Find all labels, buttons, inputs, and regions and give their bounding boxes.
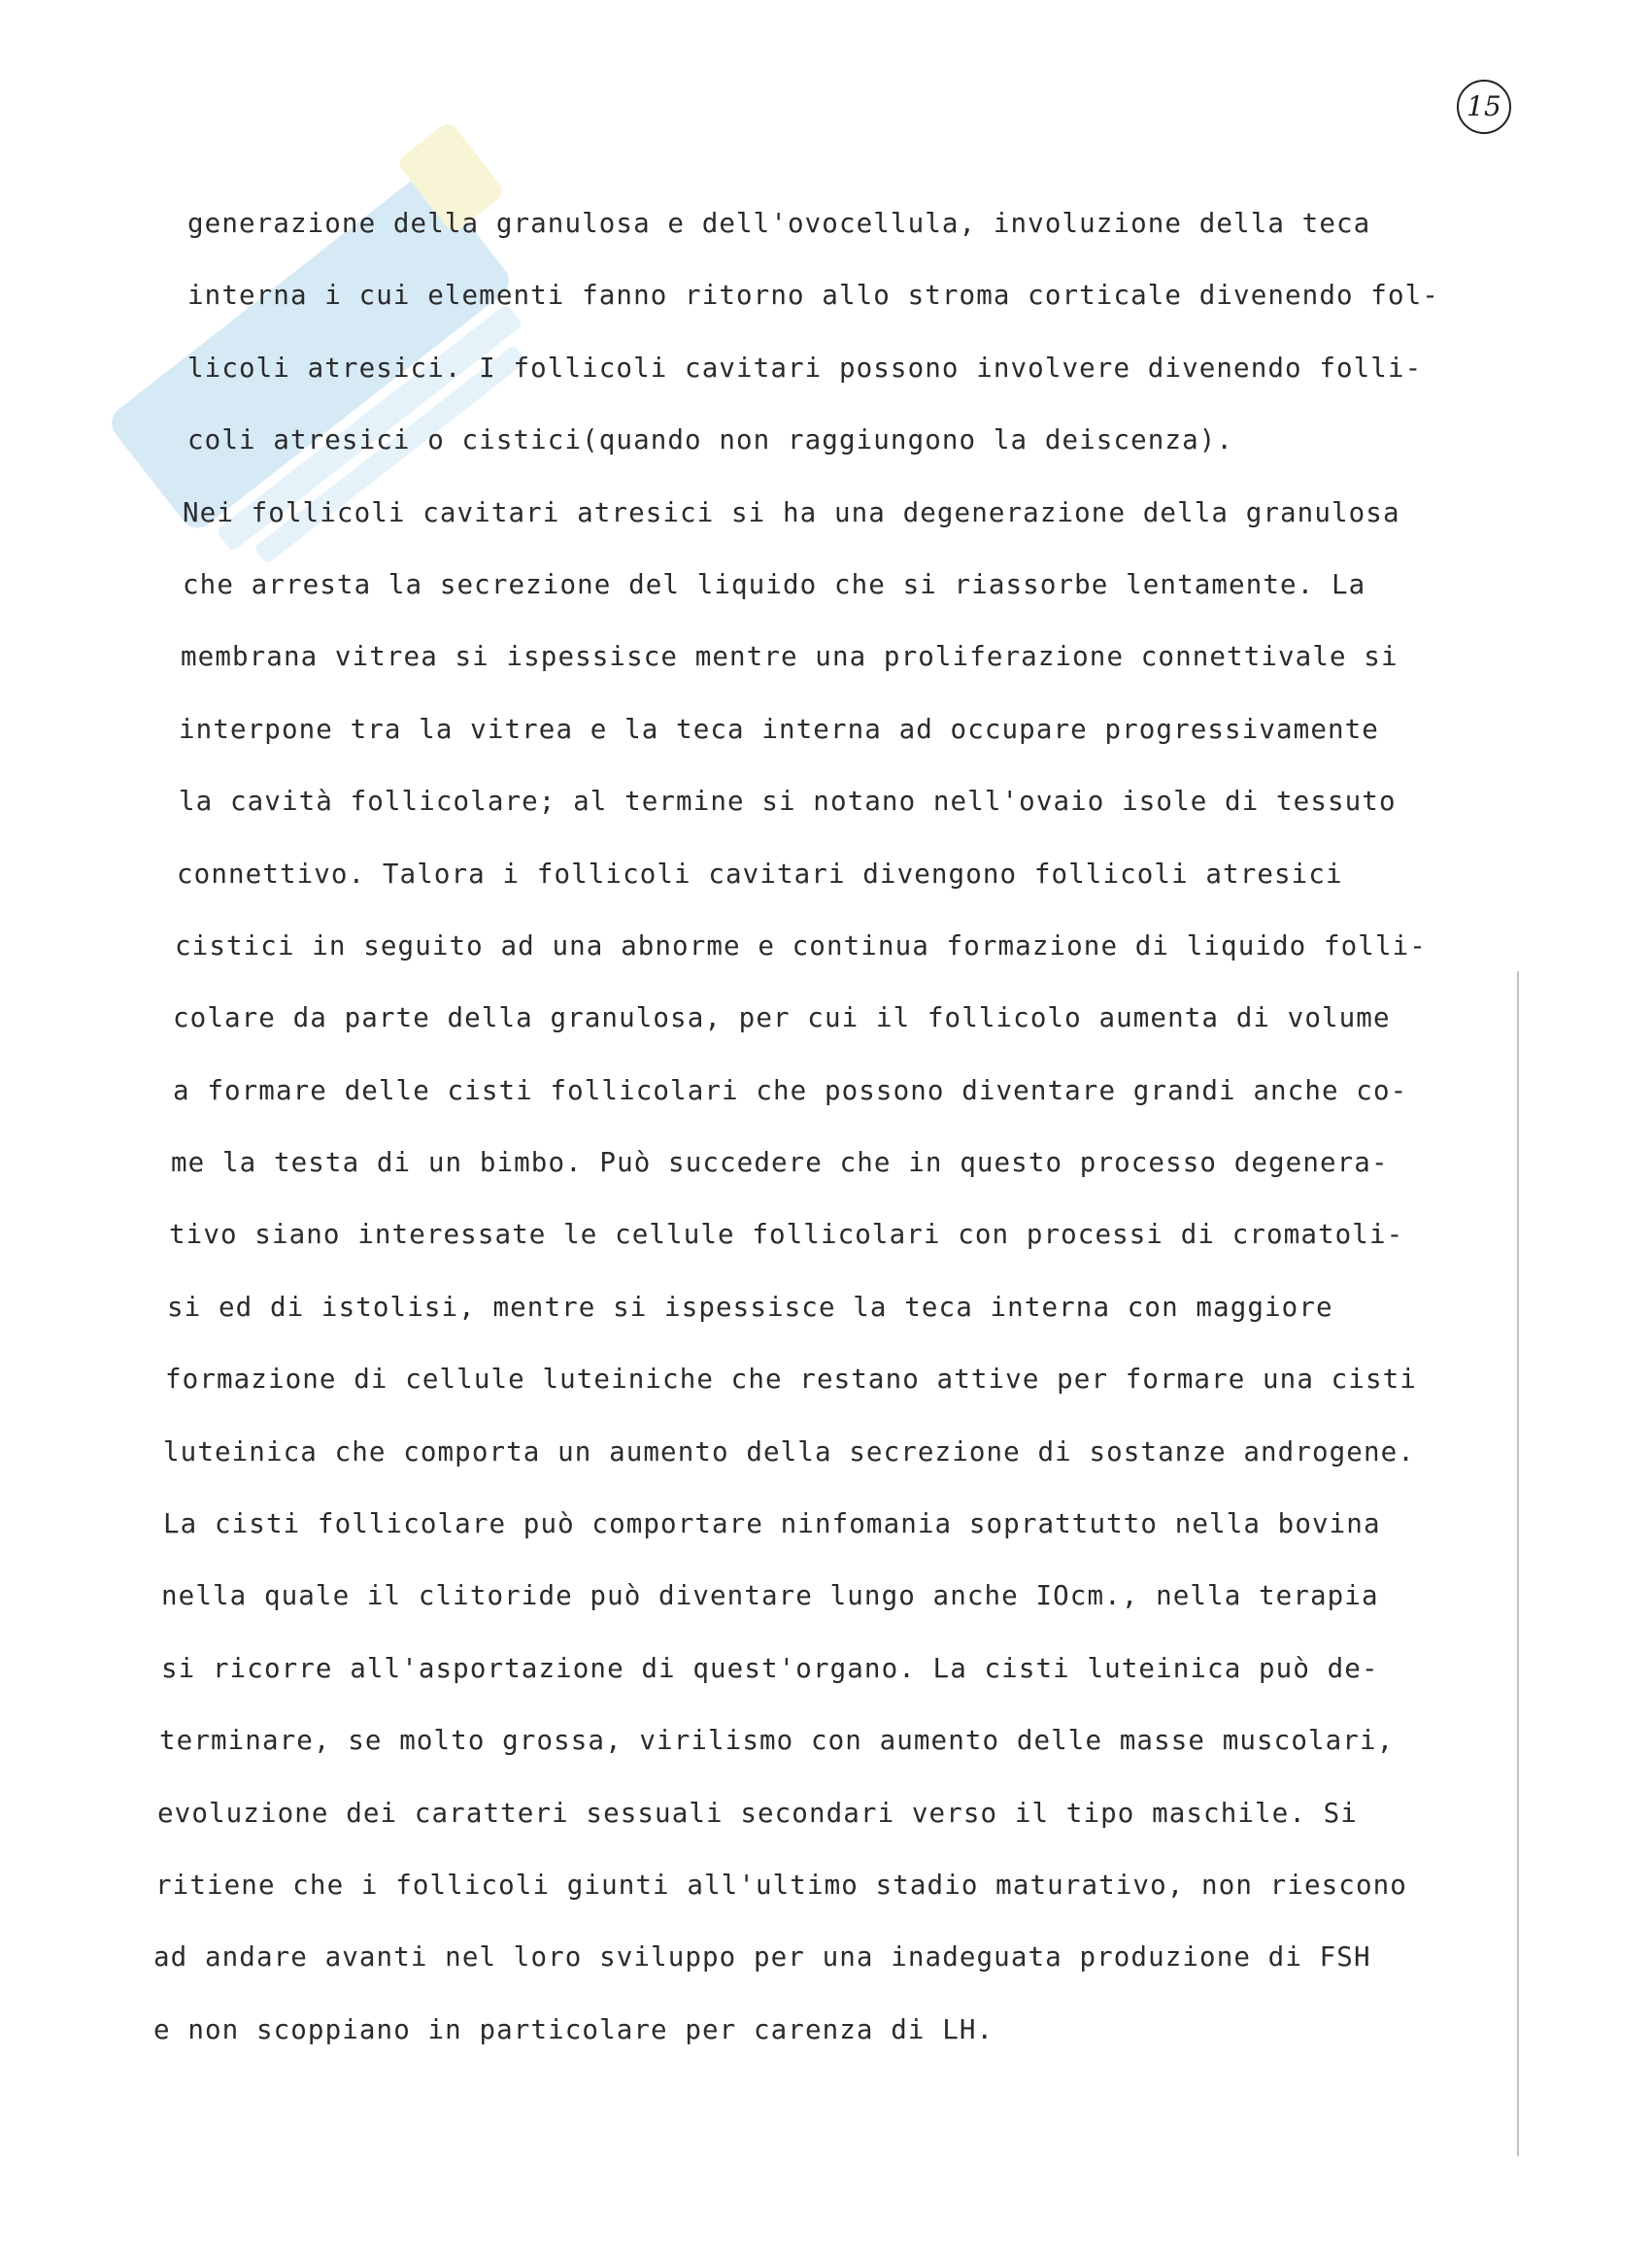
text-line: interpone tra la vitrea e la teca interna ad occupare progressivamente (179, 713, 1379, 745)
text-line: luteinica che comporta un aumento della secrezione di sostanze androgene. (163, 1435, 1415, 1467)
text-line: ad andare avanti nel loro sviluppo per una inadeguata produzione di FSH (153, 1941, 1371, 1973)
text-line: interna i cui elementi fanno ritorno allo stroma corticale divenendo fol- (187, 280, 1439, 312)
text-line: si ricorre all'asportazione di quest'organo. La cisti luteinica può de- (161, 1652, 1379, 1684)
text-line: evoluzione dei caratteri sessuali secondari verso il tipo maschile. Si (157, 1797, 1358, 1829)
text-line: si ed di istolisi, mentre si ispessisce la teca interna con maggiore (167, 1291, 1333, 1323)
text-line: terminare, se molto grossa, virilismo con aumento delle masse muscolari, (159, 1725, 1395, 1757)
text-line: colare da parte della granulosa, per cui il follicolo aumenta di volume (173, 1002, 1391, 1034)
text-line: Nei follicoli cavitari atresici si ha una degenerazione della granulosa (183, 496, 1400, 528)
text-line: formazione di cellule luteiniche che restano attive per formare una cisti (165, 1364, 1417, 1396)
page-number: 15 (1457, 80, 1511, 134)
text-line: la cavità follicolare; al termine si notano nell'ovaio isole di tessuto (179, 786, 1397, 818)
text-line: tivo siano interessate le cellule follicolari con processi di cromatoli- (169, 1219, 1404, 1251)
text-line: ritiene che i follicoli giunti all'ultimo stadio maturativo, non riescono (155, 1869, 1407, 1901)
text-line: generazione della granulosa e dell'ovocellula, involuzione della teca (187, 208, 1371, 239)
text-line: cistici in seguito ad una abnorme e continua formazione di liquido folli- (175, 929, 1427, 961)
text-line: connettivo. Talora i follicoli cavitari divengono follicoli atresici (177, 858, 1343, 890)
text-line: nella quale il clitoride può diventare lungo anche IOcm., nella terapia (161, 1580, 1379, 1612)
text-line: membrana vitrea si ispessisce mentre una proliferazione connettivale si (181, 641, 1399, 673)
text-line: che arresta la secrezione del liquido che si riassorbe lentamente. La (183, 568, 1366, 600)
text-line: licoli atresici. I follicoli cavitari possono involvere divenendo folli- (187, 352, 1423, 384)
typewritten-text (153, 199, 1523, 2077)
text-line: a formare delle cisti follicolari che possono diventare grandi anche co- (173, 1074, 1408, 1106)
text-line: La cisti follicolare può comportare ninfomania soprattutto nella bovina (163, 1508, 1381, 1540)
text-line: e non scoppiano in particolare per carenza di LH. (153, 2013, 995, 2045)
text-line: me la testa di un bimbo. Può succedere che in questo processo degenera- (171, 1147, 1389, 1179)
text-line: coli atresici o cistici(quando non raggiungono la deiscenza). (187, 424, 1234, 456)
